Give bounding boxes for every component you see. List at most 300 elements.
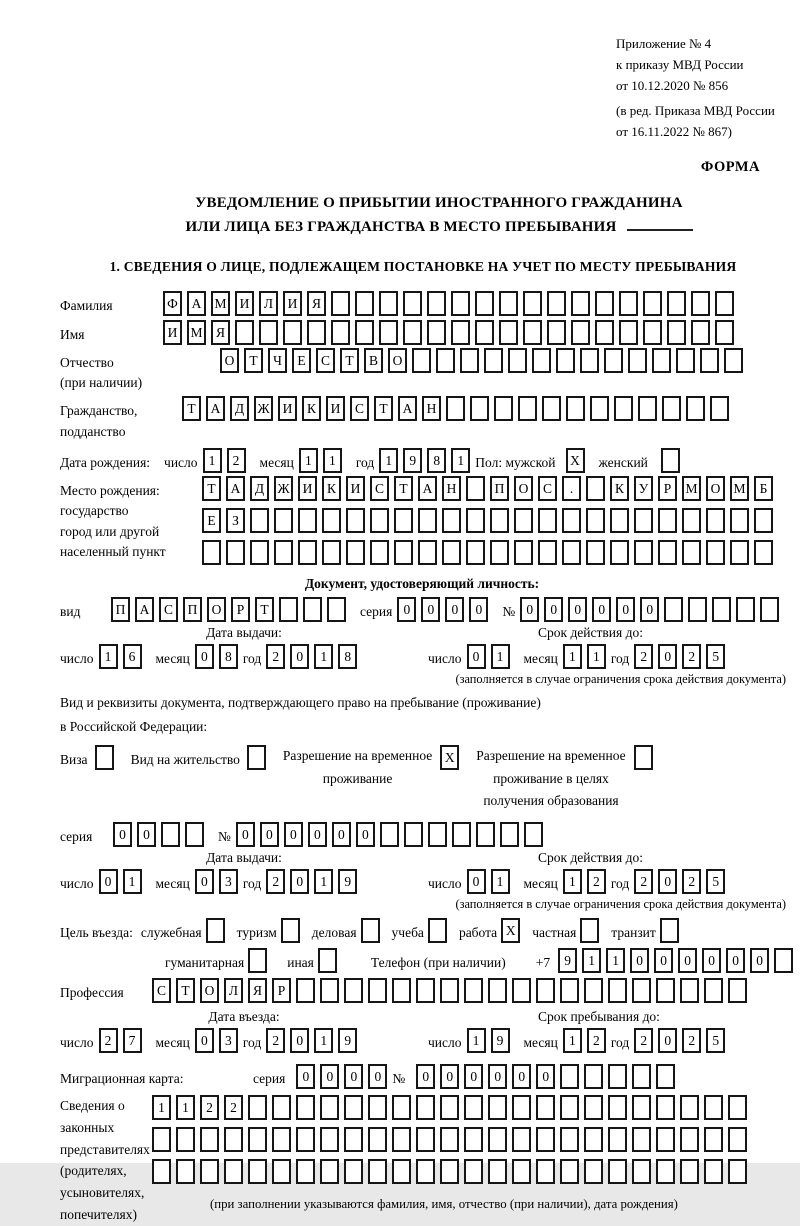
- char-box[interactable]: 2: [587, 1028, 606, 1053]
- char-box[interactable]: [656, 1095, 675, 1120]
- char-box[interactable]: [392, 1095, 411, 1120]
- char-box[interactable]: С: [350, 396, 369, 421]
- char-box[interactable]: О: [200, 978, 219, 1003]
- char-box[interactable]: [152, 1159, 171, 1184]
- char-box[interactable]: 1: [323, 448, 342, 473]
- char-box[interactable]: [728, 1127, 747, 1152]
- char-box[interactable]: [320, 1095, 339, 1120]
- char-box[interactable]: [346, 508, 365, 533]
- char-box[interactable]: 2: [266, 869, 285, 894]
- char-box[interactable]: [560, 1095, 579, 1120]
- char-box[interactable]: 0: [440, 1064, 459, 1089]
- char-box[interactable]: М: [187, 320, 206, 345]
- char-box[interactable]: И: [163, 320, 182, 345]
- char-box[interactable]: 1: [582, 948, 601, 973]
- char-box[interactable]: Ж: [254, 396, 273, 421]
- char-box[interactable]: [610, 508, 629, 533]
- char-box[interactable]: [470, 396, 489, 421]
- char-box[interactable]: И: [346, 476, 365, 501]
- char-box[interactable]: [700, 348, 719, 373]
- char-box[interactable]: М: [211, 291, 230, 316]
- char-box[interactable]: К: [302, 396, 321, 421]
- char-box[interactable]: 0: [726, 948, 745, 973]
- char-box[interactable]: [643, 320, 662, 345]
- char-box[interactable]: [736, 597, 755, 622]
- char-box[interactable]: 1: [314, 869, 333, 894]
- char-box[interactable]: 2: [227, 448, 246, 473]
- char-box[interactable]: [490, 540, 509, 565]
- char-box[interactable]: О: [706, 476, 725, 501]
- char-box[interactable]: 2: [266, 1028, 285, 1053]
- char-box[interactable]: [712, 597, 731, 622]
- char-box[interactable]: 0: [421, 597, 440, 622]
- char-box[interactable]: [662, 396, 681, 421]
- char-box[interactable]: [176, 1127, 195, 1152]
- char-box[interactable]: [488, 1159, 507, 1184]
- char-box[interactable]: [206, 918, 225, 943]
- char-box[interactable]: 1: [491, 869, 510, 894]
- char-box[interactable]: [394, 508, 413, 533]
- char-box[interactable]: [418, 540, 437, 565]
- char-box[interactable]: Т: [244, 348, 263, 373]
- char-box[interactable]: 0: [467, 869, 486, 894]
- char-box[interactable]: 0: [658, 869, 677, 894]
- char-box[interactable]: [562, 508, 581, 533]
- char-box[interactable]: К: [322, 476, 341, 501]
- char-box[interactable]: [451, 291, 470, 316]
- char-box[interactable]: [704, 978, 723, 1003]
- char-box[interactable]: [427, 291, 446, 316]
- char-box[interactable]: Я: [307, 291, 326, 316]
- char-box[interactable]: [512, 1095, 531, 1120]
- char-box[interactable]: С: [152, 978, 171, 1003]
- char-box[interactable]: [632, 1064, 651, 1089]
- char-box[interactable]: 0: [137, 822, 156, 847]
- char-box[interactable]: 2: [266, 644, 285, 669]
- char-box[interactable]: [464, 978, 483, 1003]
- char-box[interactable]: [416, 1095, 435, 1120]
- char-box[interactable]: [706, 540, 725, 565]
- char-box[interactable]: 0: [99, 869, 118, 894]
- char-box[interactable]: [691, 291, 710, 316]
- char-box[interactable]: 9: [558, 948, 577, 973]
- char-box[interactable]: [667, 320, 686, 345]
- char-box[interactable]: 1: [314, 644, 333, 669]
- char-box[interactable]: [176, 1159, 195, 1184]
- char-box[interactable]: [248, 948, 267, 973]
- char-box[interactable]: [562, 540, 581, 565]
- char-box[interactable]: [634, 540, 653, 565]
- char-box[interactable]: 1: [491, 644, 510, 669]
- char-box[interactable]: [320, 1127, 339, 1152]
- char-box[interactable]: Ч: [268, 348, 287, 373]
- char-box[interactable]: [488, 978, 507, 1003]
- char-box[interactable]: [754, 540, 773, 565]
- char-box[interactable]: [320, 1159, 339, 1184]
- char-box[interactable]: 0: [344, 1064, 363, 1089]
- char-box[interactable]: [248, 1095, 267, 1120]
- char-box[interactable]: 0: [397, 597, 416, 622]
- char-box[interactable]: [634, 508, 653, 533]
- char-box[interactable]: 0: [467, 644, 486, 669]
- char-box[interactable]: [586, 540, 605, 565]
- char-box[interactable]: 1: [176, 1095, 195, 1120]
- char-box[interactable]: [451, 320, 470, 345]
- char-box[interactable]: [656, 1064, 675, 1089]
- char-box[interactable]: [595, 320, 614, 345]
- char-box[interactable]: [512, 978, 531, 1003]
- char-box[interactable]: Т: [374, 396, 393, 421]
- char-box[interactable]: Ж: [274, 476, 293, 501]
- char-box[interactable]: 0: [750, 948, 769, 973]
- char-box[interactable]: [586, 476, 605, 501]
- char-box[interactable]: [370, 508, 389, 533]
- char-box[interactable]: [706, 508, 725, 533]
- char-box[interactable]: 2: [634, 1028, 653, 1053]
- char-box[interactable]: [322, 508, 341, 533]
- char-box[interactable]: [676, 348, 695, 373]
- char-box[interactable]: Е: [202, 508, 221, 533]
- char-box[interactable]: Н: [442, 476, 461, 501]
- char-box[interactable]: [608, 978, 627, 1003]
- char-box[interactable]: [664, 597, 683, 622]
- char-box[interactable]: [536, 1127, 555, 1152]
- char-box[interactable]: [484, 348, 503, 373]
- char-box[interactable]: 1: [379, 448, 398, 473]
- char-box[interactable]: 0: [464, 1064, 483, 1089]
- char-box[interactable]: А: [187, 291, 206, 316]
- char-box[interactable]: [404, 822, 423, 847]
- char-box[interactable]: [608, 1127, 627, 1152]
- char-box[interactable]: [296, 1127, 315, 1152]
- char-box[interactable]: [446, 396, 465, 421]
- char-box[interactable]: 3: [219, 869, 238, 894]
- char-box[interactable]: [279, 597, 298, 622]
- char-box[interactable]: [368, 1159, 387, 1184]
- char-box[interactable]: [512, 1127, 531, 1152]
- char-box[interactable]: [307, 320, 326, 345]
- char-box[interactable]: [688, 597, 707, 622]
- char-box[interactable]: [460, 348, 479, 373]
- char-box[interactable]: [724, 348, 743, 373]
- char-box[interactable]: [318, 948, 337, 973]
- char-box[interactable]: С: [538, 476, 557, 501]
- char-box[interactable]: [584, 1127, 603, 1152]
- char-box[interactable]: Е: [292, 348, 311, 373]
- char-box[interactable]: 1: [451, 448, 470, 473]
- char-box[interactable]: 0: [320, 1064, 339, 1089]
- char-box[interactable]: О: [207, 597, 226, 622]
- char-box[interactable]: Т: [202, 476, 221, 501]
- char-box[interactable]: М: [682, 476, 701, 501]
- char-box[interactable]: [704, 1159, 723, 1184]
- char-box[interactable]: [259, 320, 278, 345]
- char-box[interactable]: [418, 508, 437, 533]
- char-box[interactable]: [586, 508, 605, 533]
- char-box[interactable]: [538, 540, 557, 565]
- char-box[interactable]: [272, 1095, 291, 1120]
- char-box[interactable]: 0: [284, 822, 303, 847]
- char-box[interactable]: 0: [195, 644, 214, 669]
- char-box[interactable]: Ф: [163, 291, 182, 316]
- char-box[interactable]: Я: [248, 978, 267, 1003]
- char-box[interactable]: [590, 396, 609, 421]
- char-box[interactable]: 2: [634, 869, 653, 894]
- char-box[interactable]: [281, 918, 300, 943]
- char-box[interactable]: [638, 396, 657, 421]
- char-box[interactable]: [416, 978, 435, 1003]
- char-box[interactable]: [361, 918, 380, 943]
- char-box[interactable]: 0: [260, 822, 279, 847]
- char-box[interactable]: [370, 540, 389, 565]
- char-box[interactable]: [250, 540, 269, 565]
- char-box[interactable]: [298, 540, 317, 565]
- char-box[interactable]: [604, 348, 623, 373]
- char-box[interactable]: Д: [250, 476, 269, 501]
- char-box[interactable]: [682, 508, 701, 533]
- char-box[interactable]: 1: [314, 1028, 333, 1053]
- char-box[interactable]: 2: [682, 1028, 701, 1053]
- char-box[interactable]: [566, 396, 585, 421]
- char-box[interactable]: [488, 1127, 507, 1152]
- char-box[interactable]: [416, 1127, 435, 1152]
- char-box[interactable]: [440, 1095, 459, 1120]
- char-box[interactable]: 0: [592, 597, 611, 622]
- char-box[interactable]: [680, 1095, 699, 1120]
- char-box[interactable]: 1: [563, 1028, 582, 1053]
- char-box[interactable]: [686, 396, 705, 421]
- char-box[interactable]: 0: [308, 822, 327, 847]
- char-box[interactable]: 1: [606, 948, 625, 973]
- char-box[interactable]: [619, 291, 638, 316]
- char-box[interactable]: 0: [630, 948, 649, 973]
- char-box[interactable]: [475, 291, 494, 316]
- char-box[interactable]: [730, 508, 749, 533]
- char-box[interactable]: [560, 1127, 579, 1152]
- char-box[interactable]: 1: [563, 644, 582, 669]
- char-box[interactable]: [344, 1159, 363, 1184]
- char-box[interactable]: И: [298, 476, 317, 501]
- char-box[interactable]: И: [283, 291, 302, 316]
- char-box[interactable]: [704, 1095, 723, 1120]
- char-box[interactable]: И: [235, 291, 254, 316]
- char-box[interactable]: [392, 1159, 411, 1184]
- char-box[interactable]: 1: [587, 644, 606, 669]
- char-box[interactable]: 2: [200, 1095, 219, 1120]
- char-box[interactable]: [500, 822, 519, 847]
- char-box[interactable]: 0: [236, 822, 255, 847]
- char-box[interactable]: 0: [520, 597, 539, 622]
- char-box[interactable]: 0: [658, 1028, 677, 1053]
- char-box[interactable]: 9: [491, 1028, 510, 1053]
- char-box[interactable]: [652, 348, 671, 373]
- char-box[interactable]: [728, 1095, 747, 1120]
- char-box[interactable]: З: [226, 508, 245, 533]
- char-box[interactable]: [283, 320, 302, 345]
- char-box[interactable]: Т: [182, 396, 201, 421]
- char-box[interactable]: [392, 1127, 411, 1152]
- char-box[interactable]: [523, 320, 542, 345]
- char-box[interactable]: 2: [99, 1028, 118, 1053]
- char-box[interactable]: [152, 1127, 171, 1152]
- char-box[interactable]: 0: [616, 597, 635, 622]
- char-box[interactable]: [542, 396, 561, 421]
- char-box[interactable]: [680, 1127, 699, 1152]
- char-box[interactable]: Т: [394, 476, 413, 501]
- char-box[interactable]: [536, 1095, 555, 1120]
- char-box[interactable]: 0: [195, 869, 214, 894]
- char-box[interactable]: [760, 597, 779, 622]
- char-box[interactable]: С: [159, 597, 178, 622]
- char-box[interactable]: О: [388, 348, 407, 373]
- char-box[interactable]: [475, 320, 494, 345]
- char-box[interactable]: [331, 320, 350, 345]
- char-box[interactable]: Т: [255, 597, 274, 622]
- char-box[interactable]: К: [610, 476, 629, 501]
- char-box[interactable]: [274, 540, 293, 565]
- char-box[interactable]: [680, 978, 699, 1003]
- char-box[interactable]: [608, 1095, 627, 1120]
- char-box[interactable]: [632, 1159, 651, 1184]
- char-box[interactable]: [728, 978, 747, 1003]
- char-box[interactable]: 7: [123, 1028, 142, 1053]
- char-box[interactable]: 8: [427, 448, 446, 473]
- char-box[interactable]: 0: [356, 822, 375, 847]
- char-box[interactable]: [226, 540, 245, 565]
- char-box[interactable]: [547, 291, 566, 316]
- char-box[interactable]: [538, 508, 557, 533]
- char-box[interactable]: [619, 320, 638, 345]
- char-box[interactable]: 0: [568, 597, 587, 622]
- char-box[interactable]: .: [562, 476, 581, 501]
- char-box[interactable]: [200, 1127, 219, 1152]
- char-box[interactable]: [494, 396, 513, 421]
- char-box[interactable]: X: [501, 918, 520, 943]
- char-box[interactable]: [355, 291, 374, 316]
- char-box[interactable]: [466, 476, 485, 501]
- char-box[interactable]: У: [634, 476, 653, 501]
- char-box[interactable]: [224, 1159, 243, 1184]
- char-box[interactable]: [355, 320, 374, 345]
- char-box[interactable]: [518, 396, 537, 421]
- char-box[interactable]: 0: [654, 948, 673, 973]
- char-box[interactable]: 9: [403, 448, 422, 473]
- char-box[interactable]: [560, 978, 579, 1003]
- char-box[interactable]: [580, 348, 599, 373]
- char-box[interactable]: 0: [536, 1064, 555, 1089]
- char-box[interactable]: [379, 320, 398, 345]
- char-box[interactable]: [658, 540, 677, 565]
- char-box[interactable]: [346, 540, 365, 565]
- char-box[interactable]: [440, 978, 459, 1003]
- char-box[interactable]: [274, 508, 293, 533]
- char-box[interactable]: Л: [259, 291, 278, 316]
- char-box[interactable]: А: [226, 476, 245, 501]
- char-box[interactable]: 0: [445, 597, 464, 622]
- char-box[interactable]: [634, 745, 653, 770]
- char-box[interactable]: [248, 1127, 267, 1152]
- char-box[interactable]: 0: [368, 1064, 387, 1089]
- char-box[interactable]: X: [566, 448, 585, 473]
- char-box[interactable]: [754, 508, 773, 533]
- char-box[interactable]: [680, 1159, 699, 1184]
- char-box[interactable]: [610, 540, 629, 565]
- char-box[interactable]: [248, 1159, 267, 1184]
- char-box[interactable]: [536, 1159, 555, 1184]
- char-box[interactable]: Л: [224, 978, 243, 1003]
- char-box[interactable]: [380, 822, 399, 847]
- char-box[interactable]: 1: [563, 869, 582, 894]
- char-box[interactable]: [656, 978, 675, 1003]
- char-box[interactable]: 2: [682, 869, 701, 894]
- char-box[interactable]: [344, 978, 363, 1003]
- char-box[interactable]: П: [183, 597, 202, 622]
- char-box[interactable]: [296, 978, 315, 1003]
- char-box[interactable]: 8: [219, 644, 238, 669]
- char-box[interactable]: 2: [682, 644, 701, 669]
- char-box[interactable]: 0: [113, 822, 132, 847]
- char-box[interactable]: [488, 1095, 507, 1120]
- char-box[interactable]: [632, 978, 651, 1003]
- char-box[interactable]: [715, 320, 734, 345]
- char-box[interactable]: [682, 540, 701, 565]
- char-box[interactable]: Я: [211, 320, 230, 345]
- char-box[interactable]: [466, 508, 485, 533]
- char-box[interactable]: [272, 1159, 291, 1184]
- char-box[interactable]: [704, 1127, 723, 1152]
- char-box[interactable]: 0: [469, 597, 488, 622]
- char-box[interactable]: [536, 978, 555, 1003]
- char-box[interactable]: 3: [219, 1028, 238, 1053]
- char-box[interactable]: 0: [296, 1064, 315, 1089]
- char-box[interactable]: [658, 508, 677, 533]
- char-box[interactable]: [667, 291, 686, 316]
- char-box[interactable]: X: [440, 745, 459, 770]
- char-box[interactable]: [499, 320, 518, 345]
- char-box[interactable]: Т: [176, 978, 195, 1003]
- char-box[interactable]: [403, 291, 422, 316]
- char-box[interactable]: [608, 1064, 627, 1089]
- char-box[interactable]: 0: [702, 948, 721, 973]
- char-box[interactable]: [379, 291, 398, 316]
- char-box[interactable]: 5: [706, 869, 725, 894]
- char-box[interactable]: П: [490, 476, 509, 501]
- char-box[interactable]: 1: [123, 869, 142, 894]
- char-box[interactable]: [476, 822, 495, 847]
- char-box[interactable]: [523, 291, 542, 316]
- char-box[interactable]: [499, 291, 518, 316]
- char-box[interactable]: 0: [488, 1064, 507, 1089]
- char-box[interactable]: 1: [467, 1028, 486, 1053]
- char-box[interactable]: [298, 508, 317, 533]
- char-box[interactable]: 0: [195, 1028, 214, 1053]
- char-box[interactable]: [656, 1127, 675, 1152]
- char-box[interactable]: [436, 348, 455, 373]
- char-box[interactable]: О: [514, 476, 533, 501]
- char-box[interactable]: [730, 540, 749, 565]
- char-box[interactable]: И: [326, 396, 345, 421]
- char-box[interactable]: [296, 1095, 315, 1120]
- char-box[interactable]: [428, 822, 447, 847]
- char-box[interactable]: [660, 918, 679, 943]
- char-box[interactable]: [514, 540, 533, 565]
- char-box[interactable]: [344, 1127, 363, 1152]
- char-box[interactable]: 5: [706, 644, 725, 669]
- char-box[interactable]: [466, 540, 485, 565]
- char-box[interactable]: [595, 291, 614, 316]
- char-box[interactable]: Д: [230, 396, 249, 421]
- char-box[interactable]: [774, 948, 793, 973]
